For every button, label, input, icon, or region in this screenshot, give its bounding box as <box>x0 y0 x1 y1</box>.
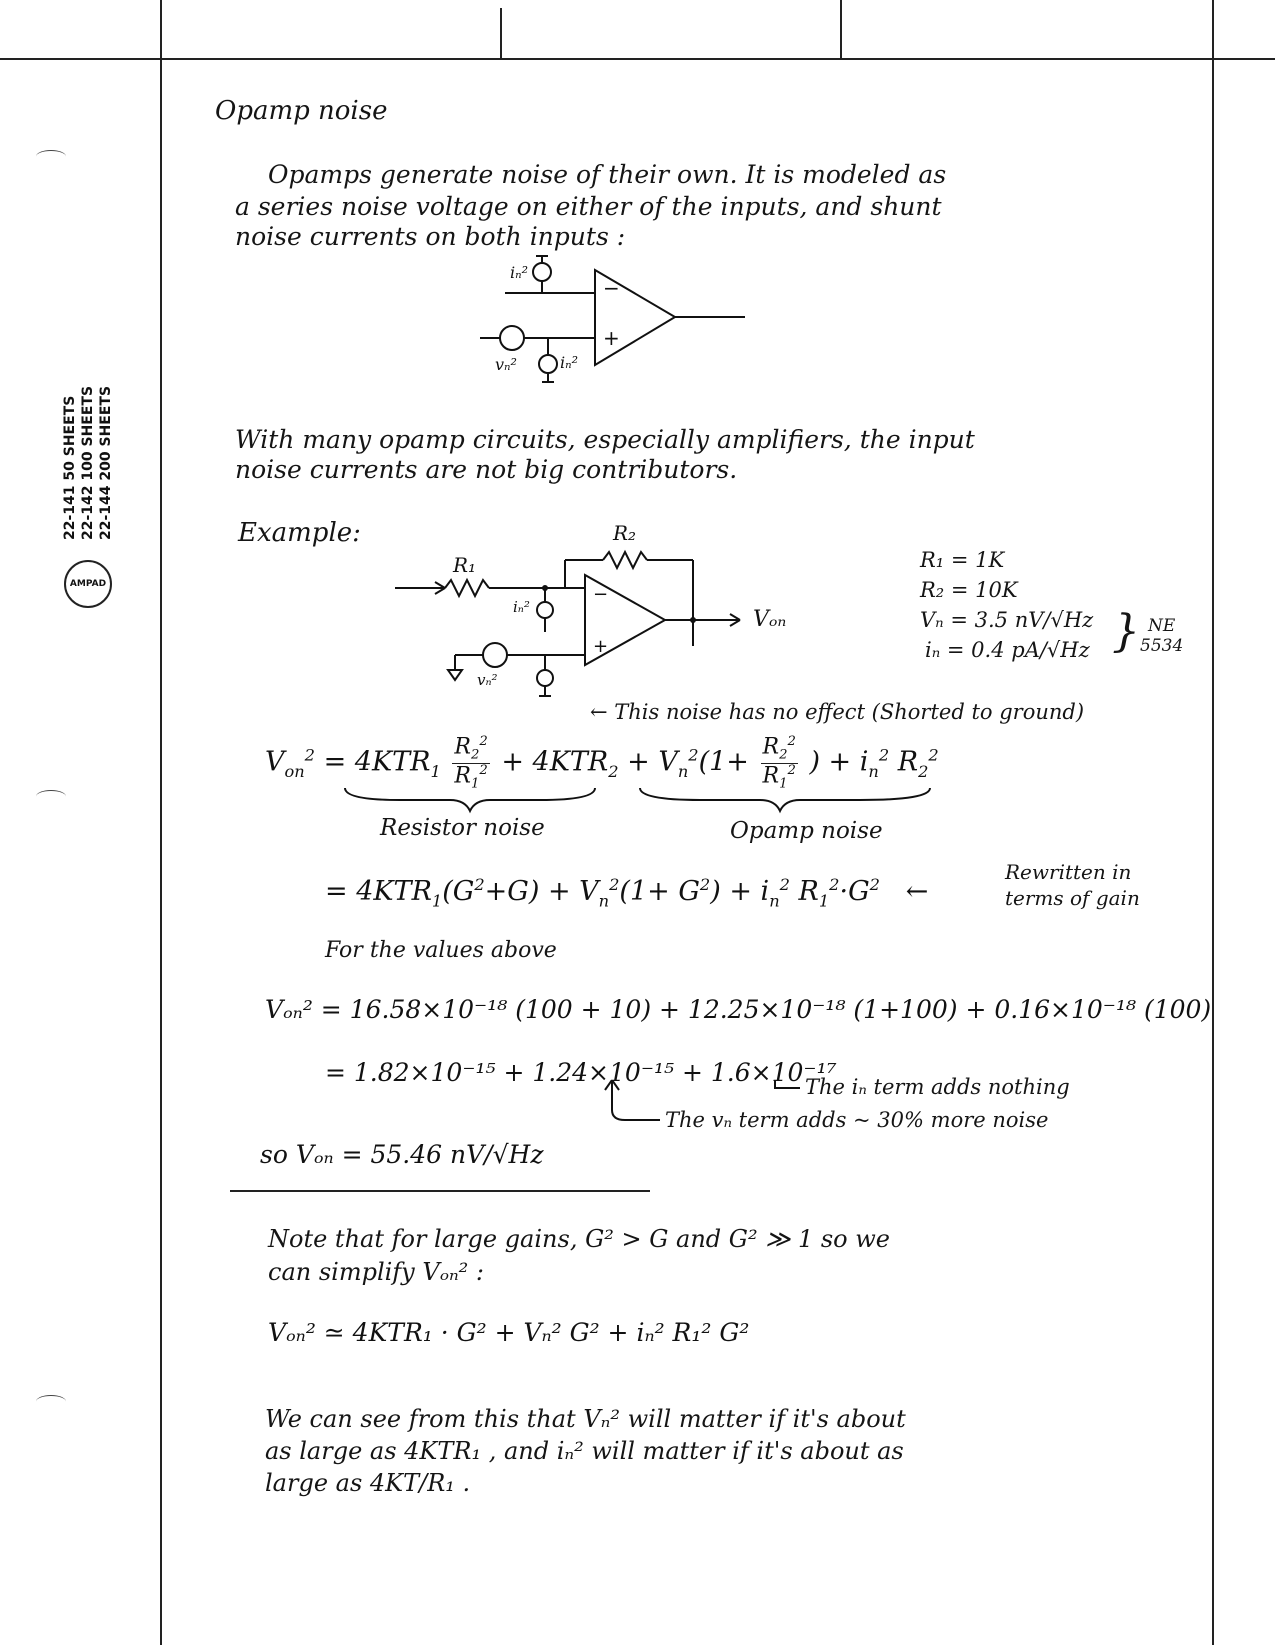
ampad-logo-text: AMPAD <box>69 579 107 589</box>
result-equation: so Vₒₙ = 55.46 nV/√Hz <box>260 1140 544 1169</box>
intro-line-3: noise currents on both inputs : <box>235 222 626 251</box>
left-margin-rule <box>160 0 162 1645</box>
ampad-logo <box>64 560 112 608</box>
noise-equation: $V_{on}^2 = 4KTR_1$ $\frac{R_2^2}{R_1^2}$ + $4KTR_2 + V_n^2(1+$ $\frac{R_2^2}{R_1^2}$ ) + $i_n^2$ $R_2^2$ <box>265 734 939 792</box>
value-in: iₙ = 0.4 pA/√Hz <box>925 638 1090 662</box>
note-line-2: can simplify Vₒₙ² : <box>268 1258 485 1286</box>
ground-note: ← This noise has no effect (Shorted to ground) <box>590 700 1085 724</box>
gain-equation: = $4KTR_1(G^2+G) + V_n^2(1+ G^2) + i_n^2$ $R_1^2\cdot G^2$ ← <box>325 875 929 911</box>
schematic2-plus: + <box>593 636 609 657</box>
conclusion-line-1: We can see from this that Vₙ² will matter if it's about <box>265 1405 906 1433</box>
value-r1: R₁ = 1K <box>920 548 1005 572</box>
para2-line-2: noise currents are not big contributors. <box>235 455 738 484</box>
conclusion-line-2: as large as 4KTR₁ , and iₙ² will matter if it's about as <box>265 1437 904 1465</box>
para2-line-1: With many opamp circuits, especially amplifiers, the input <box>235 425 975 454</box>
schematic1-vn-label: vₙ² <box>495 355 517 374</box>
approx-equation: Vₒₙ² ≃ 4KTR₁ · G² + Vₙ² G² + iₙ² R₁² G² <box>268 1318 750 1347</box>
result-underline <box>230 1190 650 1192</box>
schematic2-in-label: iₙ² <box>513 598 530 616</box>
value-r2: R₂ = 10K <box>920 578 1018 602</box>
part-number-ne: NE <box>1148 616 1176 636</box>
punch-mark <box>36 1395 66 1408</box>
schematic2-vn-label: vₙ² <box>477 671 498 689</box>
numeric-equation-2: = 1.82×10⁻¹⁵ + 1.24×10⁻¹⁵ + 1.6×10⁻¹⁷ <box>325 1058 837 1087</box>
pad-code-1: 22-141 50 SHEETS <box>62 395 78 540</box>
schematic1-in-label-2: iₙ² <box>560 353 579 372</box>
schematic1-in-label: iₙ² <box>510 263 529 282</box>
intro-line-2: a series noise voltage on either of the inputs, and shunt <box>235 192 942 221</box>
gain-note-line-2: terms of gain <box>1005 886 1140 910</box>
noise-grouping-braces <box>340 785 940 815</box>
right-margin-rule <box>1212 0 1214 1645</box>
example-label: Example: <box>238 518 361 548</box>
schematic2-out: Vₒₙ <box>753 607 787 632</box>
schematic2-r1: R₁ <box>453 553 477 577</box>
part-number-5534: 5534 <box>1140 636 1184 656</box>
opamp-noise-label: Opamp noise <box>730 818 883 844</box>
schematic1-plus: + <box>603 326 620 350</box>
pad-code-3: 22-144 200 SHEETS <box>98 385 114 540</box>
values-brace: } <box>1112 606 1140 657</box>
value-vn: Vₙ = 3.5 nV/√Hz <box>920 608 1094 632</box>
for-values-label: For the values above <box>325 938 557 963</box>
schematic2-minus: − <box>593 584 609 605</box>
opamp-noise-model-schematic <box>480 250 760 410</box>
page-title: Opamp noise <box>215 96 388 126</box>
annotation-vn-term: The vₙ term adds ~ 30% more noise <box>665 1108 1049 1132</box>
annotation-in-term: The iₙ term adds nothing <box>805 1075 1070 1099</box>
resistor-noise-label: Resistor noise <box>380 815 545 841</box>
header-divider-2 <box>840 0 842 60</box>
top-rule <box>0 58 1275 60</box>
punch-mark <box>36 150 66 163</box>
header-divider-1 <box>500 8 502 60</box>
punch-mark <box>36 790 66 803</box>
note-line-1: Note that for large gains, G² > G and G² ≫ 1 so we <box>268 1225 891 1253</box>
numeric-equation-1: Vₒₙ² = 16.58×10⁻¹⁸ (100 + 10) + 12.25×10⁻¹⁸ (1+100) + 0.16×10⁻¹⁸ (100) <box>265 995 1212 1024</box>
schematic2-r2: R₂ <box>613 521 637 545</box>
pad-code-2: 22-142 100 SHEETS <box>80 385 96 540</box>
conclusion-line-3: large as 4KT/R₁ . <box>265 1469 471 1497</box>
intro-line-1: Opamps generate noise of their own. It is modeled as <box>268 160 947 189</box>
gain-note-line-1: Rewritten in <box>1005 860 1132 884</box>
schematic1-minus: − <box>603 276 620 300</box>
example-amplifier-schematic <box>395 520 835 720</box>
